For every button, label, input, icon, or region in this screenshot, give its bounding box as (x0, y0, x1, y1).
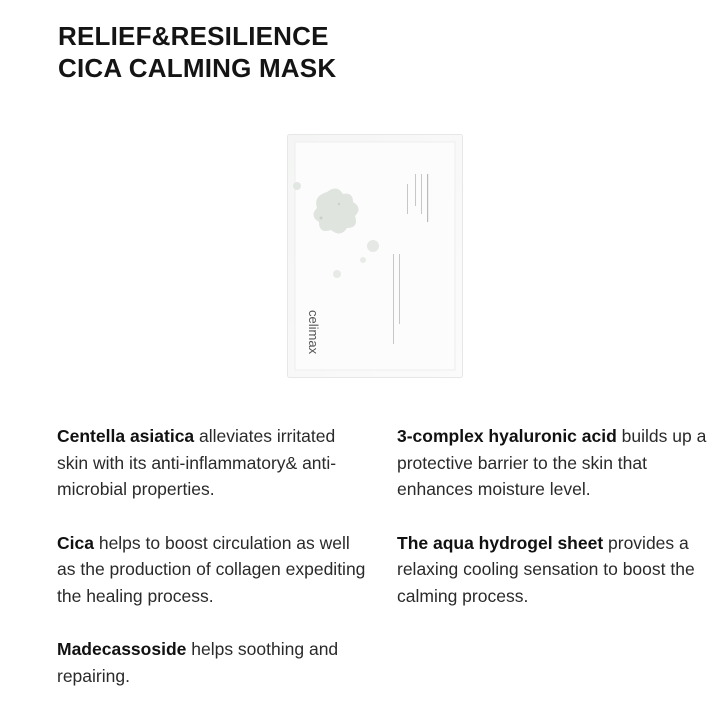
benefit-centella: Centella asiatica alleviates irritated skin with its anti-inflammatory& anti-microbial properties. (57, 426, 337, 499)
title-line-2: CICA CALMING MASK (58, 53, 337, 83)
benefits-right-column (397, 423, 707, 636)
title-line-1: RELIEF&RESILIENCE (58, 21, 329, 51)
benefit-madecassoside: Madecassoside helps soothing and repairing. (57, 639, 339, 686)
benefit-cica: Cica helps to boost circulation as well as the production of collagen expediting the healing process. (57, 532, 366, 606)
page-title (58, 20, 336, 84)
benefit-hydrogel-sheet: The aqua hydrogel sheet provides a relaxing cooling sensation to boost the calming process. (397, 532, 695, 606)
benefit-hyaluronic: 3-complex hyaluronic acid builds up a protective barrier to the skin that enhances moisture level. (397, 426, 707, 499)
benefits-left-column (57, 423, 367, 716)
mask-pack-illustration (287, 134, 463, 378)
brand-logo-text: celimax (306, 310, 321, 355)
product-image (287, 134, 463, 378)
